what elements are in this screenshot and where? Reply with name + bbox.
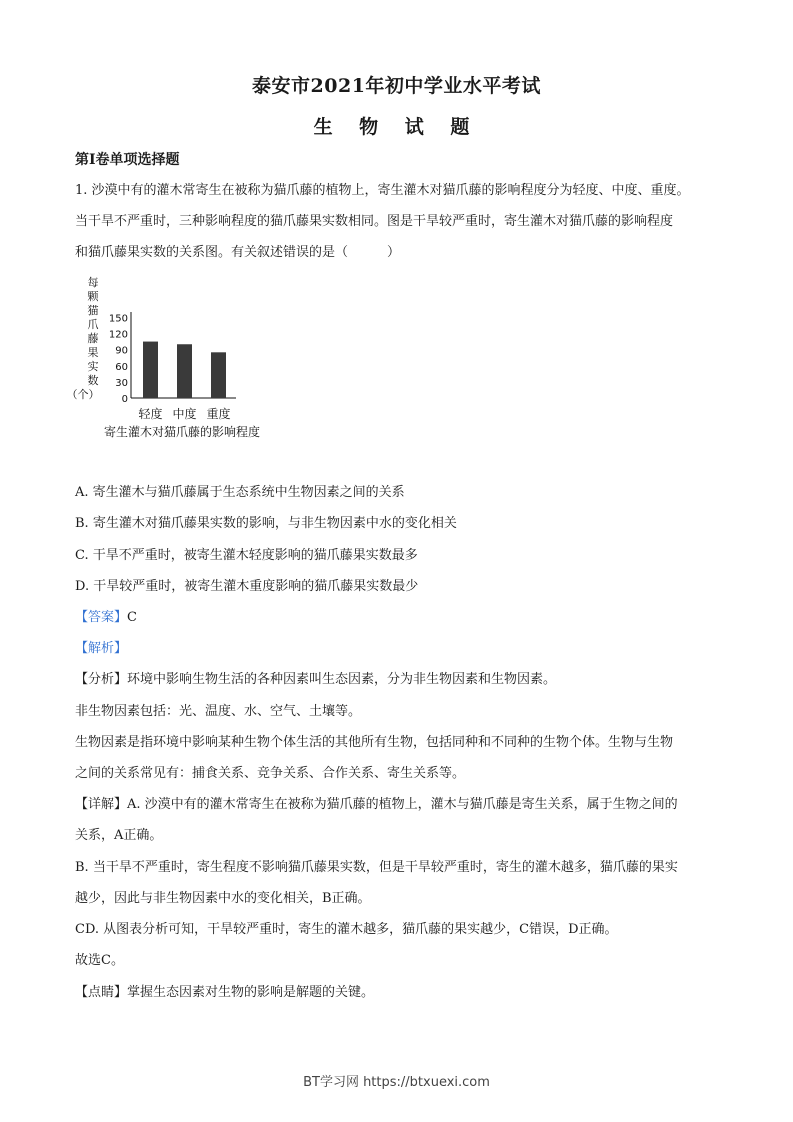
explanation-line-8: 越少，因此与非生物因素中水的变化相关，B正确。 (75, 891, 371, 906)
section-title: 第I卷单项选择题 (75, 152, 180, 168)
dianjing-text: 掌握生态因素对生物的影响是解题的关键。 (127, 985, 375, 1000)
y-tick-label: 120 (108, 329, 128, 341)
x-tick-label: 轻度 (138, 407, 163, 421)
explanation-line-4: 之间的关系常见有：捕食关系、竞争关系、合作关系、寄生关系等。 (75, 766, 466, 781)
xiangjie-text: A. 沙漠中有的灌木常寄生在被称为猫爪藤的植物上，灌木与猫爪藤是寄生关系，属于生物之间的 (127, 797, 678, 812)
option-c: C. 干旱不严重时，被寄生灌木轻度影响的猫爪藤果实数最多 (75, 548, 418, 563)
exam-title: 泰安市2021年初中学业水平考试 (252, 75, 541, 97)
y-label-char: 藤 (87, 332, 99, 345)
footer-watermark: BT学习网 https://btxuexi.com (303, 1075, 490, 1090)
bar-1 (143, 342, 158, 398)
explanation-line-9: CD. 从图表分析可知，干旱较严重时，寄生的灌木越多，猫爪藤的果实越少，C错误，D正确。 (75, 922, 618, 937)
y-label-char: 数 (87, 374, 99, 387)
y-label-char: 爪 (87, 318, 99, 331)
y-tick-label: 0 (121, 394, 128, 405)
bar-3 (211, 352, 226, 398)
y-tick-label: 90 (115, 345, 128, 357)
answer-tag: 【答案】 (75, 610, 128, 625)
exam-subtitle: 生 物 试 题 (313, 116, 480, 138)
option-d: D. 干旱较严重时，被寄生灌木重度影响的猫爪藤果实数最少 (75, 579, 419, 594)
explanation-line-10: 故选C。 (75, 953, 124, 968)
chart-bars (143, 342, 226, 398)
option-b: B. 寄生灌木对猫爪藤果实数的影响，与非生物因素中水的变化相关 (75, 516, 457, 531)
fenxi-line (75, 671, 725, 689)
fenxi-tag: 【分析】 (75, 672, 128, 687)
chart-x-ticks (138, 406, 230, 421)
analysis-tag: 【解析】 (75, 641, 128, 656)
answer-value: C (127, 610, 137, 625)
y-label-char: 每 (87, 276, 99, 289)
answer-line (75, 609, 725, 627)
explanation-line-2: 非生物因素包括：光、温度、水、空气、土壤等。 (75, 704, 362, 719)
y-label-char: 猫 (87, 304, 99, 317)
explanation-line-6: 关系，A正确。 (75, 828, 163, 843)
x-tick-label: 重度 (206, 407, 231, 421)
y-tick-label: 150 (108, 313, 128, 325)
dianjing-line (75, 984, 725, 1002)
explanation-line-7: B. 当干旱不严重时，寄生程度不影响猫爪藤果实数，但是干旱较严重时，寄生的灌木越多，猫爪藤的果实 (75, 860, 678, 875)
chart-y-ticks (109, 313, 128, 405)
bar-chart (66, 272, 290, 442)
fenxi-text: 环境中影响生物生活的各种因素叫生态因素，分为非生物因素和生物因素。 (127, 672, 557, 687)
question-stem-line-1: 1. 沙漠中有的灌木常寄生在被称为猫爪藤的植物上，寄生灌木对猫爪藤的影响程度分为轻度、中度、重度。 (75, 183, 690, 198)
y-label-char: 颗 (87, 290, 99, 303)
explanation-line-3: 生物因素是指环境中影响某种生物个体生活的其他所有生物，包括同种和不同种的生物个体。生物与生物 (75, 735, 674, 750)
y-label-char: 实 (87, 360, 99, 373)
y-label-char: （个） (66, 388, 100, 401)
bar-2 (177, 344, 192, 398)
x-tick-label: 中度 (172, 407, 197, 421)
dianjing-tag: 【点睛】 (75, 985, 128, 1000)
xiangjie-line (75, 796, 725, 814)
xiangjie-tag: 【详解】 (75, 797, 128, 812)
chart-x-axis-label: 寄生灌木对猫爪藤的影响程度 (103, 425, 261, 439)
chart-y-axis-label (67, 275, 100, 401)
y-tick-label: 30 (115, 377, 128, 389)
y-tick-label: 60 (115, 361, 128, 373)
option-a: A. 寄生灌木与猫爪藤属于生态系统中生物因素之间的关系 (75, 485, 405, 500)
question-stem-line-3: 和猫爪藤果实数的关系图。有关叙述错误的是（ ） (75, 245, 401, 260)
y-label-char: 果 (87, 346, 99, 359)
question-stem-line-2: 当干旱不严重时，三种影响程度的猫爪藤果实数相同。图是干旱较严重时，寄生灌木对猫爪藤的影响程度 (75, 214, 674, 229)
